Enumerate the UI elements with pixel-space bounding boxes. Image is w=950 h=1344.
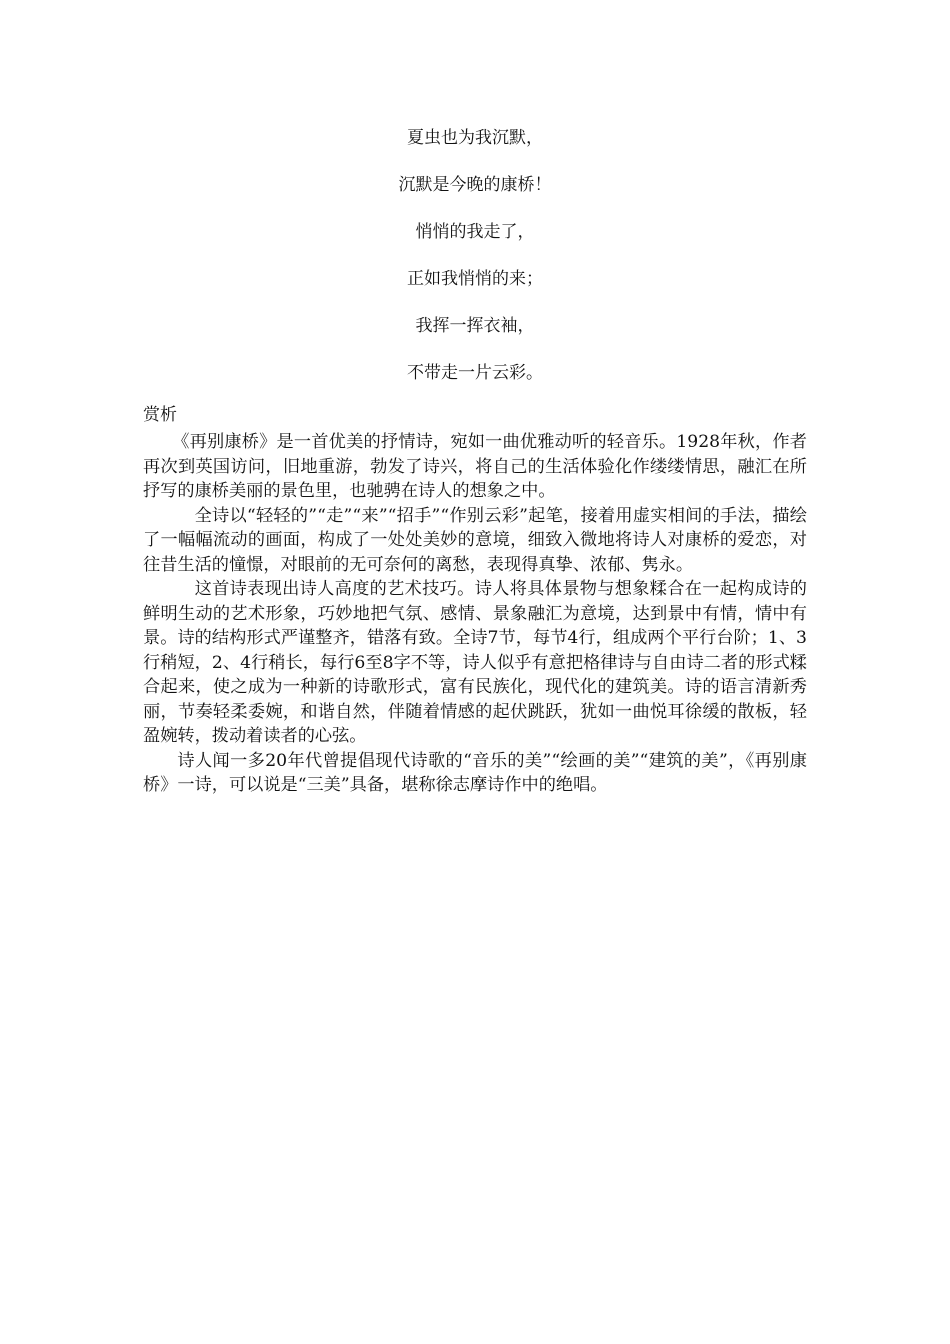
analysis-paragraph: 《再别康桥》是一首优美的抒情诗，宛如一曲优雅动听的轻音乐。1928年秋，作者再次到英国访问，旧地重游，勃发了诗兴，将自己的生活体验化作缕缕情思，融汇在所抒写的康桥美丽的景色里，也驰骋在诗人的想象之中。 [143, 432, 807, 501]
poem-excerpt [0, 124, 950, 406]
poem-line: 夏虫也为我沉默， [407, 128, 543, 148]
analysis-heading: 赏析 [143, 405, 177, 425]
poem-line: 正如我悄悄的来； [407, 269, 543, 289]
analysis-paragraph: 诗人闻一多20年代曾提倡现代诗歌的“音乐的美”“绘画的美”“建筑的美”，《再别康桥》一诗，可以说是“三美”具备，堪称徐志摩诗作中的绝唱。 [143, 750, 807, 795]
analysis-section [143, 400, 807, 798]
poem-line: 不带走一片云彩。 [407, 363, 543, 383]
poem-line: 悄悄的我走了， [415, 222, 535, 242]
analysis-paragraph: 全诗以“轻轻的”“走”“来”“招手”“作别云彩”起笔，接着用虚实相间的手法，描绘了一幅幅流动的画面，构成了一处处美妙的意境，细致入微地将诗人对康桥的爱恋，对往昔生活的憧憬，对眼前的无可奈何的离愁，表现得真挚、浓郁、隽永。 [143, 505, 807, 575]
analysis-paragraph: 这首诗表现出诗人高度的艺术技巧。诗人将具体景物与想象糅合在一起构成诗的鲜明生动的艺术形象，巧妙地把气氛、感情、景象融汇为意境，达到景中有情，情中有景。诗的结构形式严谨整齐，错落有致。全诗7节，每节4行，组成两个平行台阶；1、3行稍短，2、4行稍长，每行6至8字不等，诗人似乎有意把格律诗与自由诗二者的形式糅合起来，使之成为一种新的诗歌形式，富有民族化，现代化的建筑美。诗的语言清新秀丽，节奏轻柔委婉，和谐自然，伴随着情感的起伏跳跃，犹如一曲悦耳徐缓的散板，轻盈婉转，拨动着读者的心弦。 [143, 579, 807, 746]
poem-line: 我挥一挥衣袖， [415, 316, 535, 336]
poem-line: 沉默是今晚的康桥！ [398, 175, 552, 195]
